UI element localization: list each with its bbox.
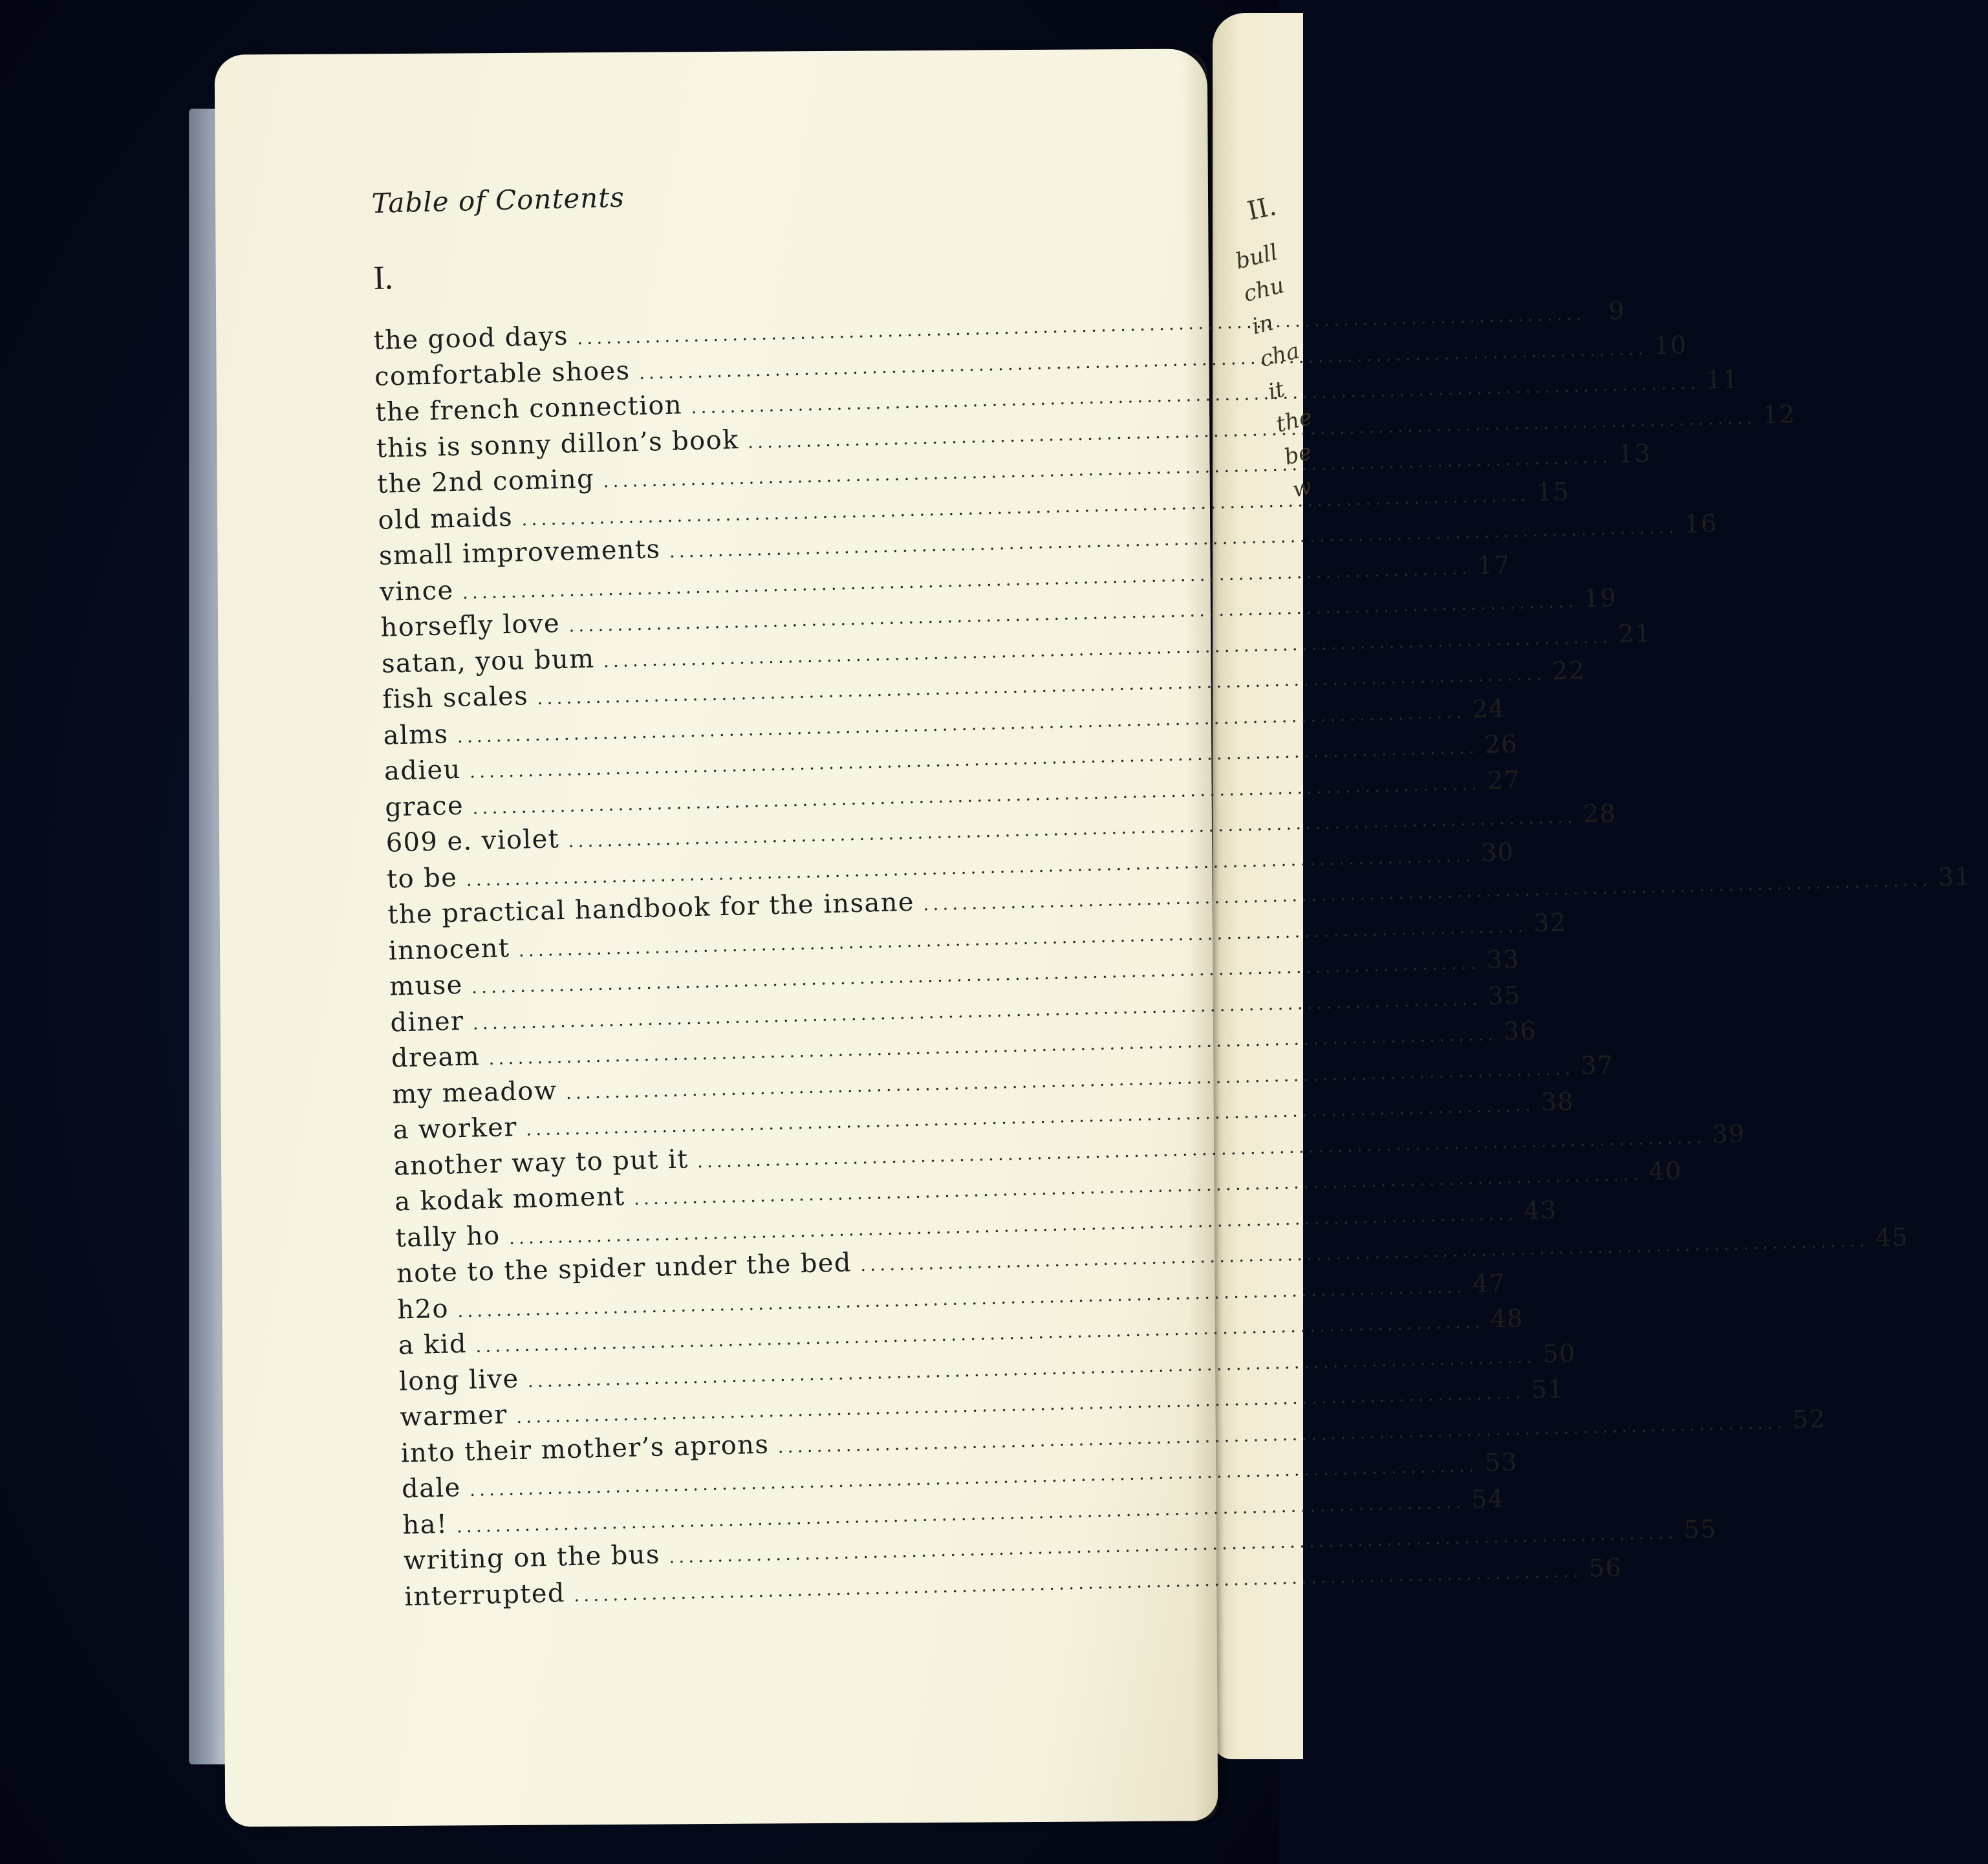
toc-entry-page-number: 27 (1487, 765, 1521, 795)
toc-entry-page-number: 50 (1542, 1338, 1577, 1368)
facing-page-heading: II. (1244, 191, 1279, 227)
toc-entry-title: into their mother’s aprons (400, 1429, 770, 1468)
toc-entry-page-number: 37 (1580, 1050, 1614, 1080)
toc-entry-page-number: 12 (1762, 399, 1797, 429)
toc-entry-title: satan, you bum (381, 644, 596, 679)
toc-entry-title: warmer (399, 1400, 508, 1433)
toc-entry-title: ha! (402, 1509, 448, 1540)
toc-entry-page-number: 13 (1617, 439, 1652, 468)
toc-entry-page-number: 53 (1484, 1447, 1518, 1477)
toc-entry-title: h2o (396, 1294, 449, 1325)
toc-entry-page-number: 54 (1471, 1484, 1505, 1513)
toc-entry-title: the practical handbook for the insane (387, 887, 915, 930)
toc-entry-page-number: 21 (1617, 618, 1652, 648)
toc-entry-page-number: 15 (1536, 477, 1570, 506)
toc-entry-page-number: 52 (1792, 1404, 1826, 1434)
toc-entry-page-number: 51 (1531, 1374, 1565, 1404)
toc-entry-page-number: 55 (1683, 1514, 1718, 1544)
toc-entry-page-number: 10 (1653, 330, 1688, 360)
toc-entry-title: interrupted (404, 1577, 566, 1612)
toc-title: Table of Contents (371, 181, 625, 219)
toc-entry-page-number: 47 (1472, 1268, 1506, 1298)
toc-entry-page-number: 31 (1938, 862, 1972, 892)
toc-entry-title: long live (398, 1363, 520, 1396)
toc-entry-page-number: 24 (1471, 693, 1506, 724)
toc-entry-page-number: 35 (1487, 981, 1522, 1010)
toc-entry-page-number: 9 (1608, 296, 1626, 325)
toc-entry-page-number: 11 (1705, 365, 1740, 395)
toc-entry-title: note to the spider under the bed (396, 1248, 852, 1289)
toc-entry-title: the good days (373, 321, 569, 356)
toc-entry-title: my meadow (391, 1075, 557, 1110)
toc-entry-title: adieu (384, 754, 462, 786)
toc-entry-title: dale (401, 1473, 462, 1504)
toc-entry-page-number: 30 (1480, 837, 1515, 867)
toc-entry-title: a kid (398, 1328, 468, 1361)
toc-entry-title: to be (386, 862, 458, 894)
toc-entry-page-number: 33 (1486, 944, 1520, 975)
toc-entry-page-number: 43 (1523, 1195, 1558, 1225)
toc-entry-title: this is sonny dillon’s book (376, 424, 740, 464)
toc-entry-title: a kodak moment (394, 1181, 626, 1217)
toc-entry-title: tally ho (395, 1220, 501, 1253)
toc-entry-page-number: 36 (1503, 1016, 1537, 1046)
toc-entry-page-number: 56 (1588, 1552, 1623, 1583)
facing-page-text: bull chu in cha it the be w (1233, 239, 1315, 503)
toc-entry-title: dream (391, 1041, 481, 1074)
toc-entry-page-number: 45 (1875, 1222, 1909, 1252)
toc-entry-title: alms (383, 719, 449, 751)
toc-entry-page-number: 16 (1683, 509, 1718, 539)
toc-entry-title: the 2nd coming (376, 464, 595, 499)
toc-entry-page-number: 26 (1484, 729, 1518, 759)
toc-entry-page-number: 32 (1533, 907, 1567, 937)
toc-entry-title: grace (384, 790, 464, 823)
toc-entry-page-number: 17 (1476, 550, 1511, 580)
toc-entry-title: horsefly love (380, 609, 561, 643)
toc-entry-title: fish scales (382, 681, 529, 715)
toc-entry-page-number: 48 (1490, 1303, 1524, 1334)
toc-entry-page-number: 19 (1583, 583, 1617, 613)
toc-entry-title: muse (389, 970, 464, 1002)
section-numeral: I. (373, 259, 394, 297)
toc-entry-title: old maids (378, 502, 513, 536)
toc-entry-title: a worker (393, 1112, 518, 1145)
toc-entry-page-number: 38 (1540, 1087, 1575, 1117)
toc-entry-page-number: 22 (1551, 656, 1586, 686)
toc-entry-title: another way to put it (393, 1143, 689, 1182)
toc-entry-title: innocent (388, 933, 510, 966)
toc-entry-title: 609 e. violet (385, 824, 560, 858)
toc-entry-page-number: 28 (1583, 799, 1617, 829)
toc-entry-title: comfortable shoes (374, 355, 631, 392)
toc-entry-page-number: 39 (1711, 1118, 1746, 1149)
toc-entry-title: small improvements (378, 534, 661, 571)
toc-entry-page-number: 40 (1648, 1156, 1683, 1186)
toc-entry-title: writing on the bus (403, 1539, 661, 1576)
toc-entry-title: vince (379, 575, 455, 607)
toc-entry-title: diner (389, 1006, 465, 1038)
toc-entry-title: the french connection (374, 390, 683, 428)
